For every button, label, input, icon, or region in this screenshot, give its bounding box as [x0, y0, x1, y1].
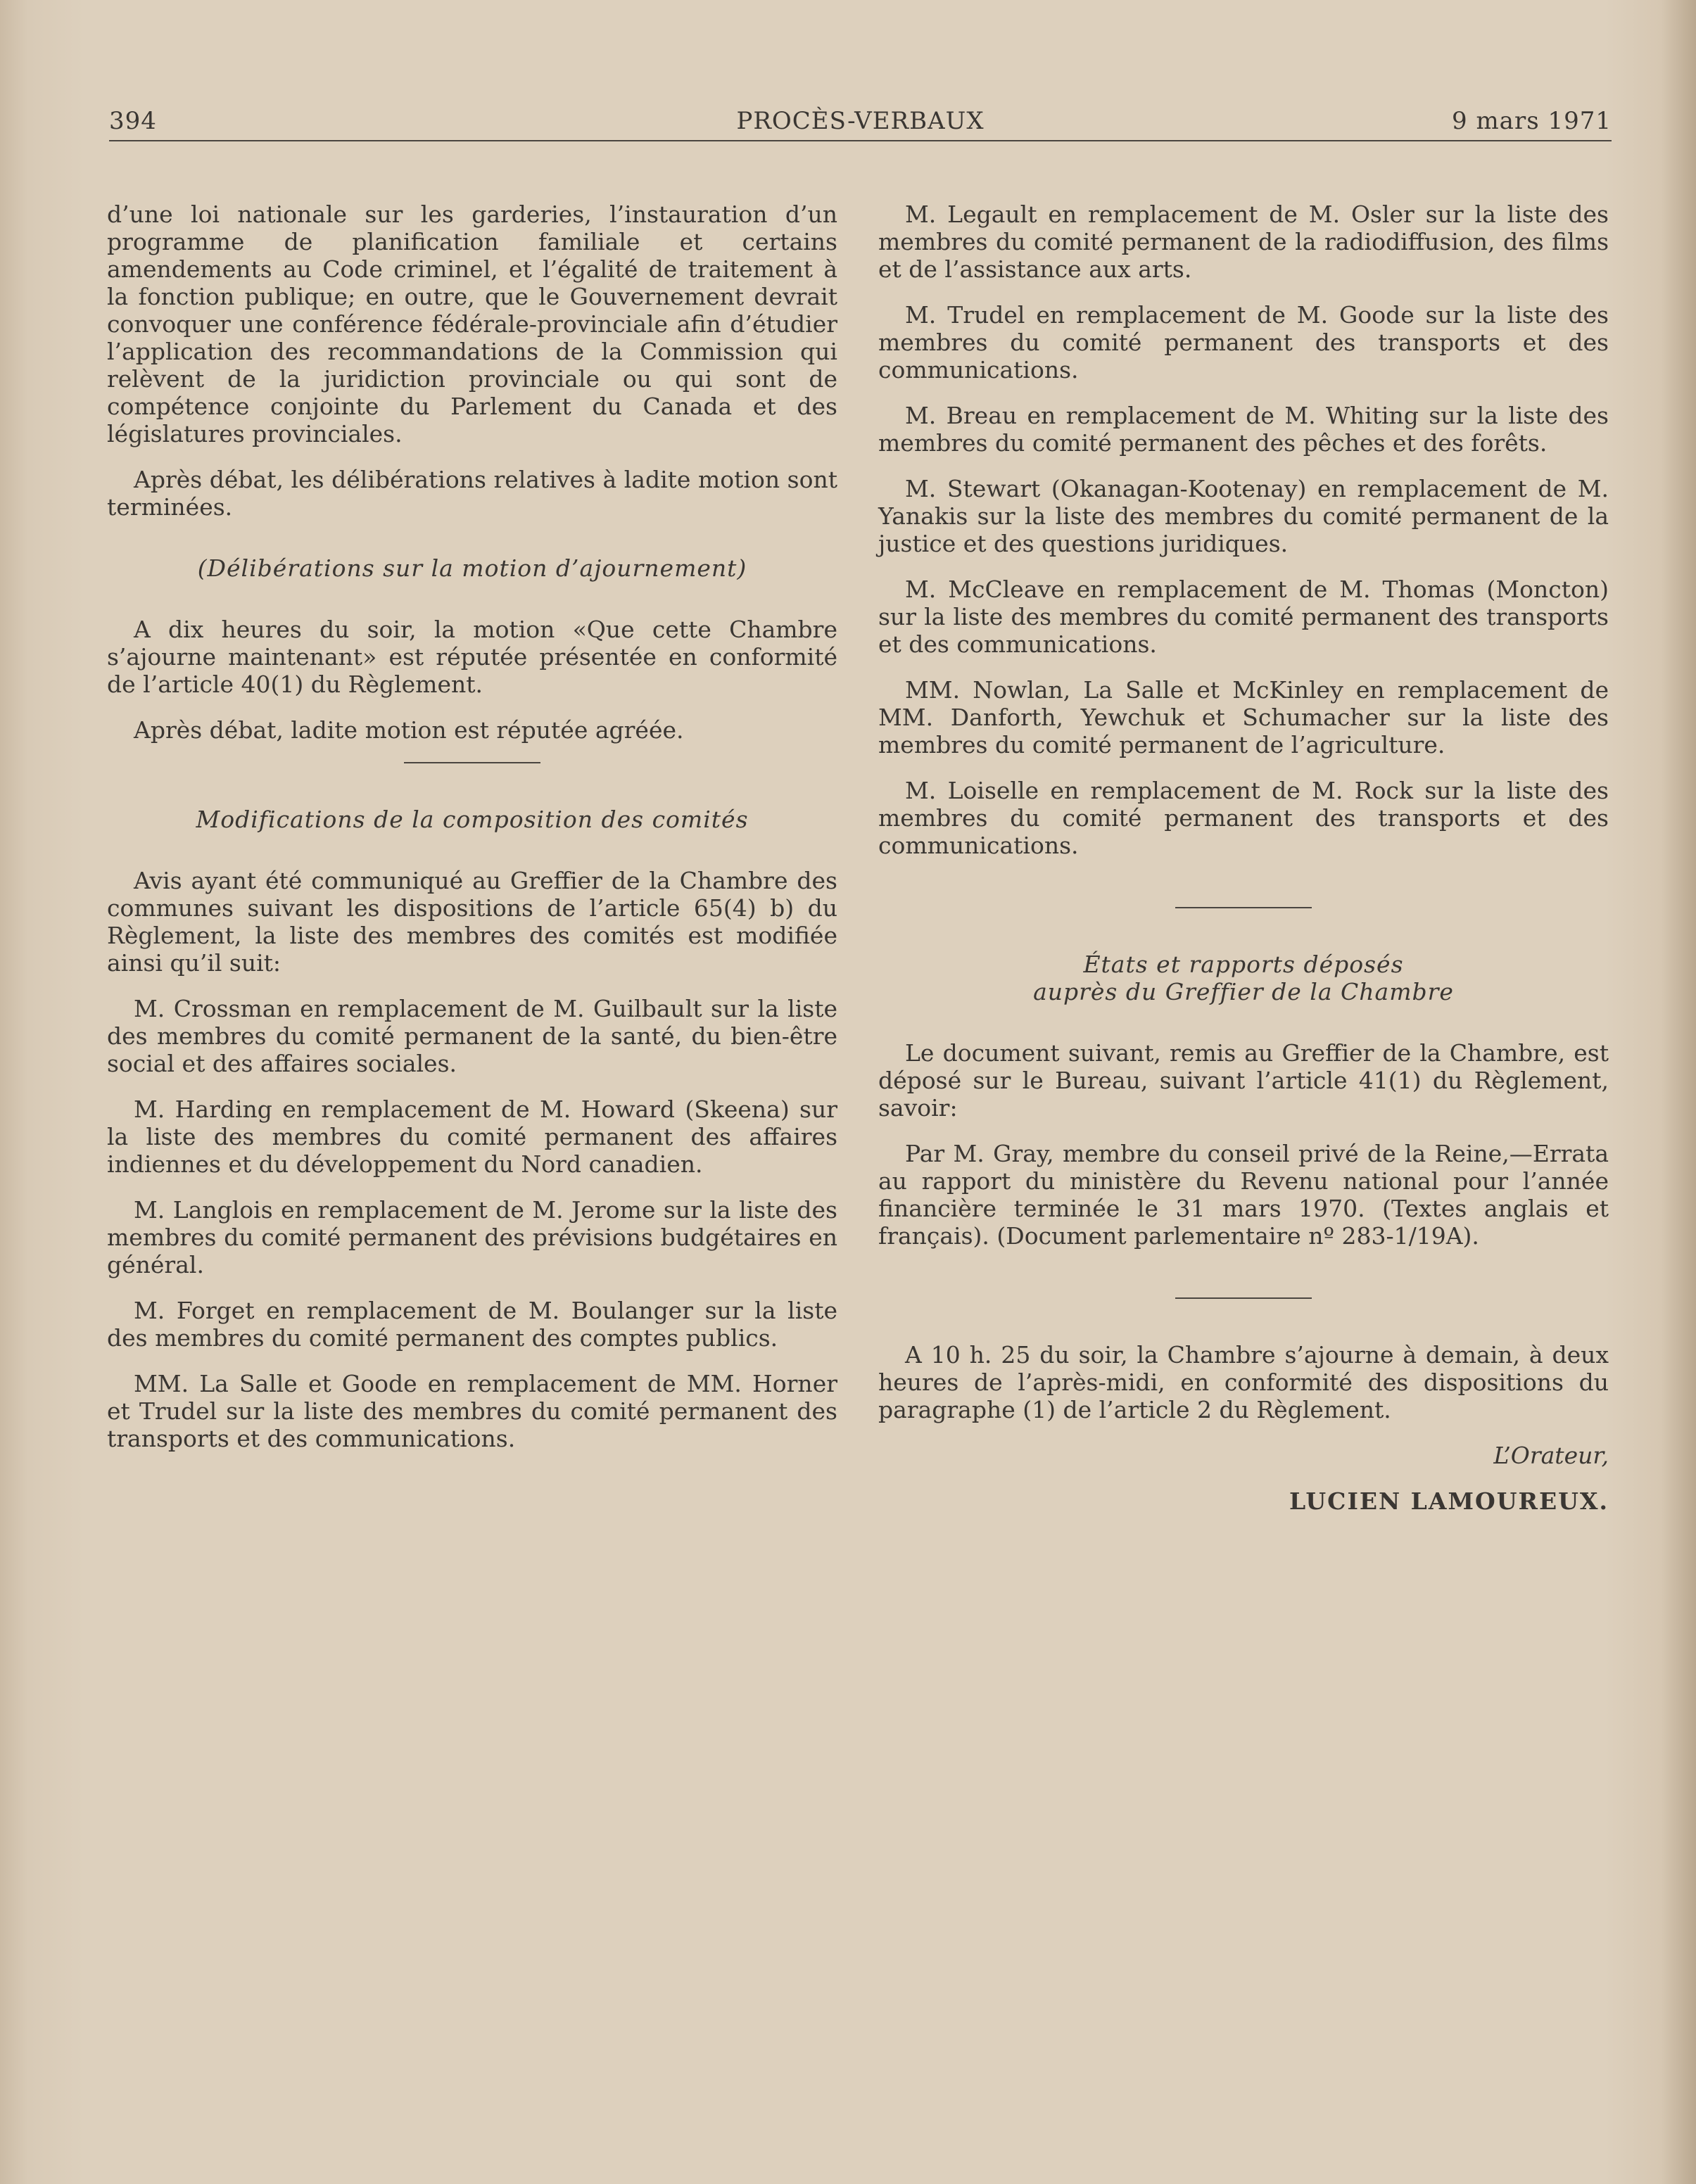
- section-divider: [404, 762, 540, 763]
- section-heading-line1: États et rapports déposés: [1083, 951, 1404, 978]
- section-divider: [1175, 907, 1312, 908]
- page-title: PROCÈS-VERBAUX: [736, 107, 985, 135]
- paragraph: A 10 h. 25 du soir, la Chambre s’ajourne à demain, à deux heures de l’après-midi, en conformité des dispositions du paragraphe (1) de l’article 2 du Règlement.: [878, 1341, 1609, 1423]
- paragraph: Avis ayant été communiqué au Greffier de la Chambre des communes suivant les dispositions de l’article 65(4) b) du Règlement, la liste des membres des comités est modifiée ainsi qu’il suit:: [107, 867, 837, 977]
- paragraph: M. Forget en remplacement de M. Boulanger sur la liste des membres du comité permanent des comptes publics.: [107, 1297, 837, 1352]
- paragraph: MM. La Salle et Goode en remplacement de MM. Horner et Trudel sur la liste des membres du comité permanent des transports et des communications.: [107, 1370, 837, 1452]
- paragraph: MM. Nowlan, La Salle et McKinley en remplacement de MM. Danforth, Yewchuk et Schumacher sur la liste des membres du comité permanent de l’agriculture.: [878, 676, 1609, 758]
- paragraph: M. Stewart (Okanagan-Kootenay) en remplacement de M. Yanakis sur la liste des membres du comité permanent de la justice et des questions juridiques.: [878, 475, 1609, 557]
- section-heading-line2: auprès du Greffier de la Chambre: [1033, 978, 1454, 1005]
- paragraph: M. Crossman en remplacement de M. Guilbault sur la liste des membres du comité permanent de la santé, du bien-être social et des affaires sociales.: [107, 995, 837, 1077]
- page-date: 9 mars 1971: [1452, 107, 1612, 135]
- paragraph: M. Langlois en remplacement de M. Jerome sur la liste des membres du comité permanent des prévisions budgétaires en général.: [107, 1196, 837, 1278]
- paragraph: M. Legault en remplacement de M. Osler sur la liste des membres du comité permanent de la radiodiffusion, des films et de l’assistance aux arts.: [878, 201, 1609, 283]
- paragraph: Par M. Gray, membre du conseil privé de la Reine,—Errata au rapport du ministère du Revenu national pour l’année financière terminée le 31 mars 1970. (Textes anglais et français). (Document parlementaire nº 283-1/19A).: [878, 1140, 1609, 1250]
- paragraph: Le document suivant, remis au Greffier de la Chambre, est déposé sur le Bureau, suivant l’article 41(1) du Règlement, savoir:: [878, 1039, 1609, 1122]
- left-column: [107, 201, 837, 1471]
- spacer: [878, 877, 1609, 893]
- spacer: [107, 851, 837, 867]
- paragraph: A dix heures du soir, la motion «Que cette Chambre s’ajourne maintenant» est réputée présentée en conformité de l’article 40(1) du Règlement.: [107, 616, 837, 698]
- signature-title: L’Orateur,: [1493, 1442, 1609, 1469]
- paragraph: M. Breau en remplacement de M. Whiting sur la liste des membres du comité permanent des pêches et des forêts.: [878, 402, 1609, 457]
- paragraph: M. McCleave en remplacement de M. Thomas (Moncton) sur la liste des membres du comité permanent des transports et des communications.: [878, 576, 1609, 658]
- paragraph: M. Trudel en remplacement de M. Goode sur la liste des membres du comité permanent des transports et des communications.: [878, 301, 1609, 383]
- section-divider: [1175, 1297, 1312, 1299]
- signature-name: LUCIEN LAMOUREUX.: [1289, 1487, 1609, 1515]
- spacer: [107, 539, 837, 554]
- header-rule: [109, 140, 1612, 141]
- running-header: [109, 107, 1612, 142]
- page-number: 394: [109, 107, 157, 135]
- paragraph: Après débat, les délibérations relatives à ladite motion sont terminées.: [107, 466, 837, 521]
- right-column: [878, 201, 1609, 1533]
- spacer: [878, 1024, 1609, 1039]
- paragraph: d’une loi nationale sur les garderies, l’instauration d’un programme de planification familiale et certains amendements au Code criminel, et l’égalité de traitement à la fonction publique; en outre, que le Gouvernement devrait convoquer une conférence fédérale-provinciale afin d’étudier l’application des recommandations de la Commission qui relèvent de la juridiction provinciale ou qui sont de compétence conjointe du Parlement du Canada et des législatures provinciales.: [107, 201, 837, 447]
- section-heading: Modifications de la composition des comités: [196, 806, 749, 833]
- paragraph: M. Loiselle en remplacement de M. Rock sur la liste des membres du comité permanent des transports et des communications.: [878, 777, 1609, 859]
- spacer: [878, 1268, 1609, 1283]
- paragraph: M. Harding en remplacement de M. Howard (Skeena) sur la liste des membres du comité permanent des affaires indiennes et du développement du Nord canadien.: [107, 1096, 837, 1178]
- spacer: [107, 600, 837, 616]
- paragraph: Après débat, ladite motion est réputée agréée.: [134, 716, 684, 744]
- section-heading: (Délibérations sur la motion d’ajournement): [197, 554, 747, 582]
